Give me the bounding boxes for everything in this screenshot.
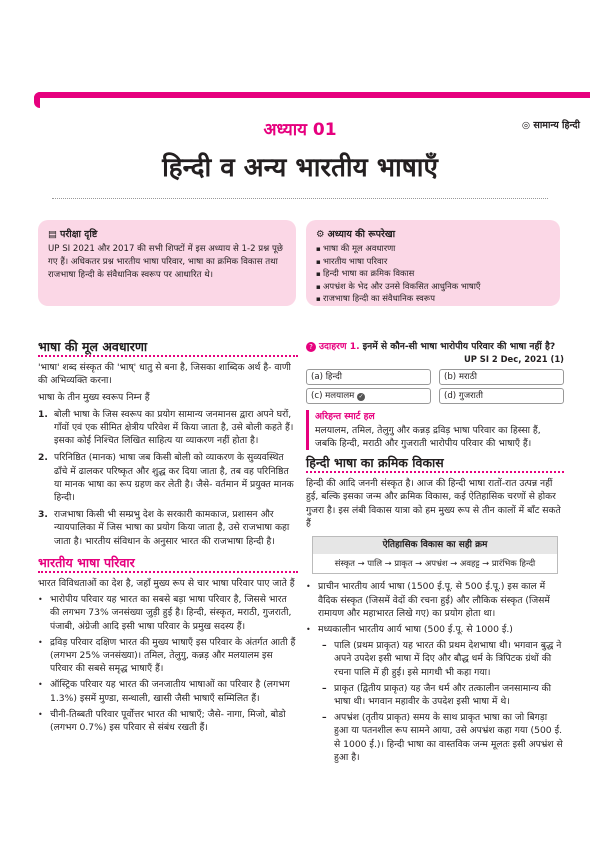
clipboard-icon: ▤ <box>48 229 57 240</box>
subject-label: ◎ सामान्य हिन्दी <box>521 120 580 131</box>
option-correct: (c) मलयालम ✓ <box>306 388 431 404</box>
outline-item: ▪ हिन्दी भाषा का क्रमिक विकास <box>316 268 550 281</box>
sequence-body: संस्कृत → पालि → प्राकृत → अपभ्रंश → अवहट्ट → प्रारंभिक हिन्दी <box>334 558 536 569</box>
outline-list <box>316 243 550 306</box>
outline-item: ▪ अपभ्रंश के भेद और उनसे विकसित आधुनिक भाषाएँ <box>316 281 550 294</box>
list-item: 2. परिनिष्ठित (मानक) भाषा जब किसी बोली को व्याकरण के सुव्यवस्थित ढाँचे में ढालकर परिष्कृत और शुद्ध कर दिया जाता है, तब वह परिनिष्ठित या मानक भाषा का रूप ग्रहण कर लेती है। जैसे- वर्तमान में प्रयुक्त मानक हिन्दी। <box>38 452 294 504</box>
sub-item: – प्राकृत (द्वितीय प्राकृत) यह जैन धर्म और तत्कालीन जनसामान्य की भाषा थी। भगवान महावीर के उपदेश इसी भाषा में थे। <box>322 682 551 708</box>
question: ? उदाहरण 1. इनमें से कौन-सी भाषा भारोपीय परिवार की भाषा नहीं है? <box>306 340 564 353</box>
sub-item: – अपभ्रंश (तृतीय प्राकृत) समय के साथ प्राकृत भाषा का जो बिगड़ा हुआ या पतनशील रूप सामने आया, उसे अपभ्रंश कहा गया (500 ई. से 1000 ई.)। हिन्दी भाषा का वास्तविक जन्म मूलतः इसी अपभ्रंश से हुआ है। <box>322 712 563 763</box>
exam-view-heading: ▤ परीक्षा दृष्टि <box>48 229 98 240</box>
exam-view-box <box>38 220 296 306</box>
sub-item: – पालि (प्रथम प्राकृत) यह भारत की प्रथम देशभाषा थी। भगवान बुद्ध ने अपने उपदेश इसी भाषा में दिए और बौद्ध धर्म के त्रिपिटक ग्रंथों की रचना पालि में ही हुई। इसे मागधी भी कहा गया। <box>322 640 562 678</box>
paragraph: हिन्दी की आदि जननी संस्कृत है। आज की हिन्दी भाषा रातों-रात उत्पन्न नहीं हुई, बल्कि इसका जन्म और क्रमिक विकास, कई ऐतिहासिक चरणों से होकर गुजरा है। इस लंबी विकास यात्रा को हम मुख्य रूप से तीन कालों में बाँट सकते हैं <box>306 478 561 529</box>
list-item: 1. बोली भाषा के जिस स्वरूप का प्रयोग सामान्य जनमानस द्वारा अपने घरों, गाँवों एवं एक सीमित क्षेत्रीय परिवेश में किया जाता है, उसे बोली कहते हैं। इसका कोई निश्चित लिखित साहित्य या व्याकरण नहीं होता है। <box>38 408 294 447</box>
list-item: • प्राचीन भारतीय आर्य भाषा (1500 ई.पू. से 500 ई.पू.) इस काल में वैदिक संस्कृत (जिसमें वेदों की रचना हुई) और लौकिक संस्कृत (जिसमें रामायण और महाभारत लिखे गए) का प्रयोग होता था। <box>306 581 550 619</box>
list-item: 3. राजभाषा किसी भी सम्प्रभु देश के सरकारी कामकाज, प्रशासन और न्यायपालिका में जिस भाषा का प्रयोग किया जाता है, उसे राजभाषा कहा जाता है। भारतीय संविधान के अनुसार भारत की राजभाषा हिन्दी है। <box>38 509 290 547</box>
option: (a) हिन्दी <box>306 369 431 385</box>
solution-box <box>306 410 564 450</box>
sequence-heading: ऐतिहासिक विकास का सही क्रम <box>313 537 557 554</box>
list-item: • मध्यकालीन भारतीय आर्य भाषा (500 ई.पू. से 1000 ई.) <box>306 624 513 636</box>
list-item: • भारोपीय परिवार यह भारत का सबसे बड़ा भाषा परिवार है, जिससे भारत की लगभग 73% जनसंख्या जुड़ी हुई है। हिन्दी, संस्कृत, मराठी, गुजराती, पंजाबी, अंग्रेजी आदि इसी भाषा परिवार के प्रमुख सदस्य हैं। <box>38 594 292 632</box>
question-icon: ? <box>306 342 316 352</box>
list-item: • ऑस्ट्रिक परिवार यह भारत की जनजातीय भाषाओं का परिवार है (लगभग 1.3%) इसमें मुण्डा, सन्थाली, खासी जैसी भाषाएँ सम्मिलित हैं। <box>38 679 290 704</box>
right-column <box>306 340 564 767</box>
list-item: • चीनी-तिब्बती परिवार पूर्वोत्तर भारत की भाषाएँ; जैसे- नागा, मिजो, बोडो (लगभग 0.7%) इस परिवार से संबंध रखती हैं। <box>38 708 286 734</box>
option: (d) गुजराती <box>439 388 564 404</box>
outline-item: ▪ भारतीय भाषा परिवार <box>316 256 550 269</box>
sequence-box <box>312 536 558 574</box>
list-item: • द्रविड़ परिवार दक्षिण भारत की मुख्य भाषाएँ इस परिवार के अंतर्गत आती हैं (लगभग 25% जनसंख्या)। तमिल, तेलुगु, कन्नड़ और मलयालम इस परिवार की सबसे समृद्ध भाषाएँ हैं। <box>38 636 296 675</box>
solution-body: मलयालम, तमिल, तेलुगु और कन्नड़ द्रविड़ भाषा परिवार का हिस्सा हैं, जबकि हिन्दी, मराठी और गुजराती भारोपीय परिवार की भाषाएँ हैं। <box>315 424 541 449</box>
section-heading: हिन्दी भाषा का क्रमिक विकास <box>306 456 564 473</box>
title-divider <box>52 198 548 199</box>
header-rule <box>34 92 590 98</box>
options <box>306 369 564 404</box>
option: (b) मराठी <box>439 369 564 385</box>
chapter-title: हिन्दी व अन्य भारतीय भाषाएँ <box>162 153 438 183</box>
gear-icon: ⚙ <box>316 229 325 240</box>
header-rule-corner <box>34 92 40 108</box>
paragraph: 'भाषा' शब्द संस्कृत की 'भाष्' धातु से बना है, जिसका शाब्दिक अर्थ है- वाणी की अभिव्यक्ति करना। <box>38 362 291 387</box>
outline-item: ▪ राजभाषा हिन्दी का संवैधानिक स्वरूप <box>316 293 550 306</box>
outline-heading: ⚙ अध्याय की रूपरेखा <box>316 229 396 240</box>
section-heading: भाषा की मूल अवधारणा <box>38 340 298 357</box>
chapter-number: अध्याय 01 <box>263 120 337 140</box>
exam-view-body: UP SI 2021 और 2017 की सभी शिफ्टों में इस अध्याय से 1-2 प्रश्न पूछे गए हैं। अधिकतर प्रश्न भारतीय भाषा परिवार, भाषा का क्रमिक विकास तथा राजभाषा हिन्दी के संवैधानिक स्वरूप पर आधारित थे। <box>48 244 283 280</box>
section-heading: भारतीय भाषा परिवार <box>38 556 298 573</box>
paragraph: भारत विविधताओं का देश है, जहाँ मुख्य रूप से चार भाषा परिवार पाए जाते हैं <box>38 578 295 590</box>
check-icon: ✓ <box>358 393 364 401</box>
outline-item: ▪ भाषा की मूल अवधारणा <box>316 243 550 256</box>
left-column <box>38 340 298 737</box>
solution-heading: अरिहन्त स्मार्ट हल <box>315 411 375 423</box>
question-reference: UP SI 2 Dec, 2021 (1) <box>463 354 564 365</box>
outline-box <box>306 220 560 306</box>
paragraph: भाषा के तीन मुख्य स्वरूप निम्न हैं <box>38 391 150 403</box>
